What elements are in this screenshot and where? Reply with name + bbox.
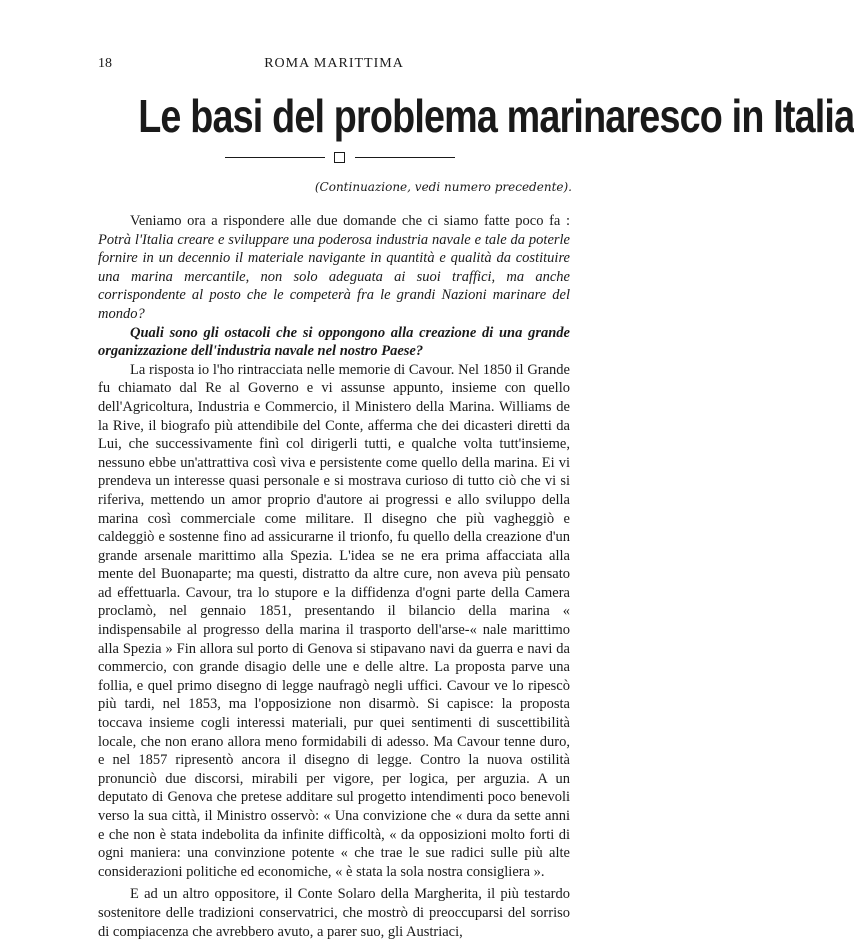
article-body (98, 212, 570, 941)
paragraph-1-lead: Veniamo ora a rispondere alle due domande che ci siamo fatte poco fa : (130, 213, 570, 229)
paragraph-3: La risposta io l'ho rintracciata nelle memorie di Cavour. Nel 1850 il Grande fu chiamato dal Re al Governo e vi assunse appunto, insieme con quello dell'Agricoltura, Industria e Commercio, il Ministero della Marina. Williams de la Rive, il biografo più attendibile del Conte, afferma che dei dicasteri diretti da Lui, che successivamente finì col dirigerli tutti, e qualche volta tutt'insieme, nessuno ebbe un'attrattiva così viva e persistente come quello della marina. Ei vi prendeva un interesse quasi personale e si mostrava curioso di tutto ciò che vi si riferiva, mettendo un amor proprio d'autore ai progressi e allo sviluppo della marina così commerciale come militare. Il disegno che più vagheggiò e caldeggiò e sostenne fino ad assicurarne il trionfo, fu quello della creazione d'un grande arsenale marittimo alla Spezia. L'idea se ne era prima affacciata alla mente del Buonaparte; ma questi, distratto da altre cure, non aveva più pensato ad effettuarla. Cavour, tra lo stupore e la diffidenza d'ogni parte della Camera proclamò, nel gennaio 1851, presentando il bilancio della marina « indispensabile al progresso della marina il trasporto dell'arse-« nale marittimo alla Spezia » Fin allora sul porto di Genova si stipavano navi da guerra e navi da commercio, con grande disagio delle une e delle altre. La proposta parve una follia, e quel primo disegno di legge naufragò negli uffici. Cavour ve lo ripescò più tardi, nel 1853, ma l'opposizione non disarmò. Si capisce: la proposta toccava insieme cogli interessi materiali, pur quei sentimenti di suscettibilità locale, che non erano allora meno formidabili di adesso. Ma Cavour tenne duro, e nel 1857 ripresentò ancora il disegno di legge. Contro la nuova ostilità pronunciò due discorsi, mirabili per vigore, per logica, per arguzia. A un deputato di Genova che pretese additare sul progetto intendimenti poco benevoli verso la sua città, il Ministro osservò: « Una convizione che « dura da sette anni e che non è stata indebolita da infinite difficoltà, « da opposizioni molto forti di ogni maniera: una convinzione potente « che trae le sue radici sulle più alte considerazioni politiche ed economiche, « è stata la sola nostra consigliera ». (98, 361, 570, 880)
page-header (98, 56, 570, 78)
paragraph-1 (98, 212, 570, 324)
running-title: ROMA MARITTIMA (264, 56, 404, 71)
divider-ornament-icon (334, 152, 345, 163)
article-title: Le basi del problema marinaresco in Italia (138, 90, 854, 142)
title-divider (225, 151, 455, 165)
question-1: Potrà l'Italia creare e sviluppare una poderosa industria navale e tale da poterle fornire in un decennio il materiale navigante in quantità e qualità da costituire una marina mercantile, non solo adeguata ai suoi traffici, ma anche corrispondente al posto che le competerà fra le grandi Nazioni marinare del mondo? (98, 231, 570, 322)
page-number: 18 (98, 56, 112, 71)
question-2: Quali sono gli ostacoli che si oppongono alla creazione di una grande organizzazione dell'industria navale nel nostro Paese? (98, 324, 570, 360)
divider-line-right (355, 157, 455, 158)
divider-line-left (225, 157, 325, 158)
paragraph-4: E ad un altro oppositore, il Conte Solaro della Margherita, il più testardo sostenitore delle tradizioni conservatrici, che mostrò di preoccuparsi del sorriso di compiacenza che avrebbero avuto, a parer suo, gli Austriaci, (98, 886, 570, 940)
paragraph-2 (98, 324, 570, 361)
continuation-note: (Continuazione, vedi numero precedente). (314, 180, 572, 194)
